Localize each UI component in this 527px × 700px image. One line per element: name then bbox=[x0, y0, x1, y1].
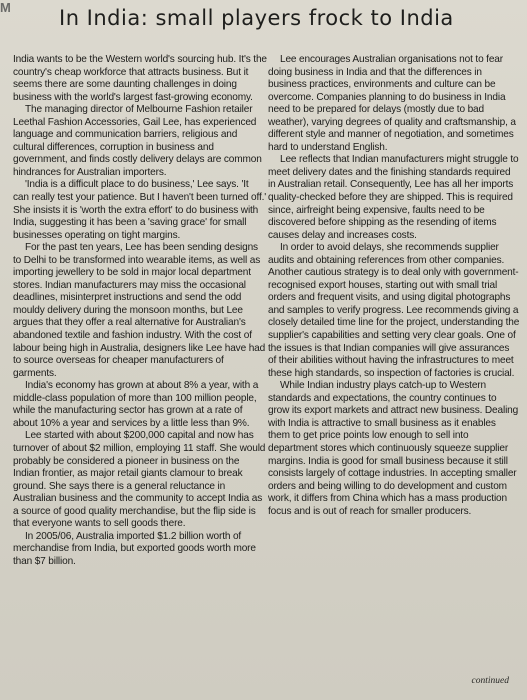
continued-label: continued bbox=[471, 676, 509, 686]
paragraph: While Indian industry plays catch-up to Western standards and expectations, the country continues to grow its export markets and attract new business. Dealing with India is attractive to small business as it enables them to get price points low enough to sell into department stores which continuously squeeze supplier margins. India is good for small business because it still consists largely of cottage industries. In accepting smaller orders and being willing to do development and custom work, it differs from China which has a mass production focus and is out of reach for smaller producers. bbox=[268, 380, 519, 517]
paragraph: The managing director of Melbourne Fashion retailer Leethal Fashion Accessories, Gail Lee, has experienced language and communication barriers, religious and cultural differences, corruption in business and government, and finds costly delivery delays are common hindrances for Australian importers. bbox=[13, 104, 262, 178]
paragraph: In 2005/06, Australia imported $1.2 billion worth of merchandise from India, but exported goods worth more than $7 billion. bbox=[13, 530, 256, 567]
paragraph: In order to avoid delays, she recommends supplier audits and obtaining references from other companies. Another cautious strategy is to deal only with government-recognised export houses, starting out with small trial orders and frequent visits, and using digital photographs and samples to verify progress. Lee recommends giving a closely detailed time line for the project, understanding the supplier's capabilities and setting very clear goals. One of the issues is that Indian companies will give assurances of their abilities without having the infrastructures to meet these high standards, so inspection of factories is crucial. bbox=[268, 242, 520, 379]
article-headline: In India: small players frock to India bbox=[59, 6, 454, 30]
paragraph: India's economy has grown at about 8% a year, with a middle-class population of more than 100 million people, while the manufacturing sector has grown at a rate of about 10% a year and services by a little less than 9%. bbox=[13, 380, 259, 429]
corner-mark: M bbox=[0, 0, 11, 15]
left-column bbox=[13, 54, 267, 568]
paragraph: Lee started with about $200,000 capital and now has turnover of about $2 million, employing 11 staff. She would probably be considered a pioneer in business on the Indian frontier, as major retail giants clamour to break ground. She says there is a general reluctance in Australian business and the community to accept India as a source of good quality merchandise, but the flip side is that everyone wants to sell goods there. bbox=[13, 430, 266, 530]
paragraph: Lee reflects that Indian manufacturers might struggle to meet delivery dates and the finishing standards required in Australian retail. Consequently, Lee has all her imports quality-checked before they are shipped. This is required since, airfreight being expensive, faults need to be discovered before shipping as the resending of items causes delay and increases costs. bbox=[268, 154, 519, 241]
right-column bbox=[268, 54, 520, 518]
paragraph: 'India is a difficult place to do business,' Lee says. 'It can really test your patience. But I haven't been turned off.' She insists it is 'worth the extra effort' to do business with India, suggesting it has been a 'saving grace' for small businesses operating on tight margins. bbox=[13, 179, 267, 241]
paragraph: Lee encourages Australian organisations not to fear doing business in India and that the differences in business practices, environments and culture can be overcome. Companies planning to do business in India need to be prepared for delays (mostly due to bad weather), varying degrees of quality and craftsmanship, a different style and manner of negotiation, and sometimes hard to understand English. bbox=[268, 54, 516, 153]
paragraph: India wants to be the Western world's sourcing hub. It's the country's cheap workforce that attracts business. But it seems there are some daunting challenges in doing business with the world's largest fast-growing economy. bbox=[13, 54, 267, 103]
paragraph: For the past ten years, Lee has been sending designs to Delhi to be transformed into wearable items, as well as importing jewellery to be sold in major local department stores. Indian manufacturers may miss the occasional deadlines, misinterpret instructions and send the odd mouldy delivery during the monsoon months, but Lee argues that they offer a real alternative for Australian's abandoned textile and fashion industry. With the cost of labour being high in Australia, designers like Lee have had to source overseas for cheaper manufacturers of garments. bbox=[13, 242, 266, 379]
